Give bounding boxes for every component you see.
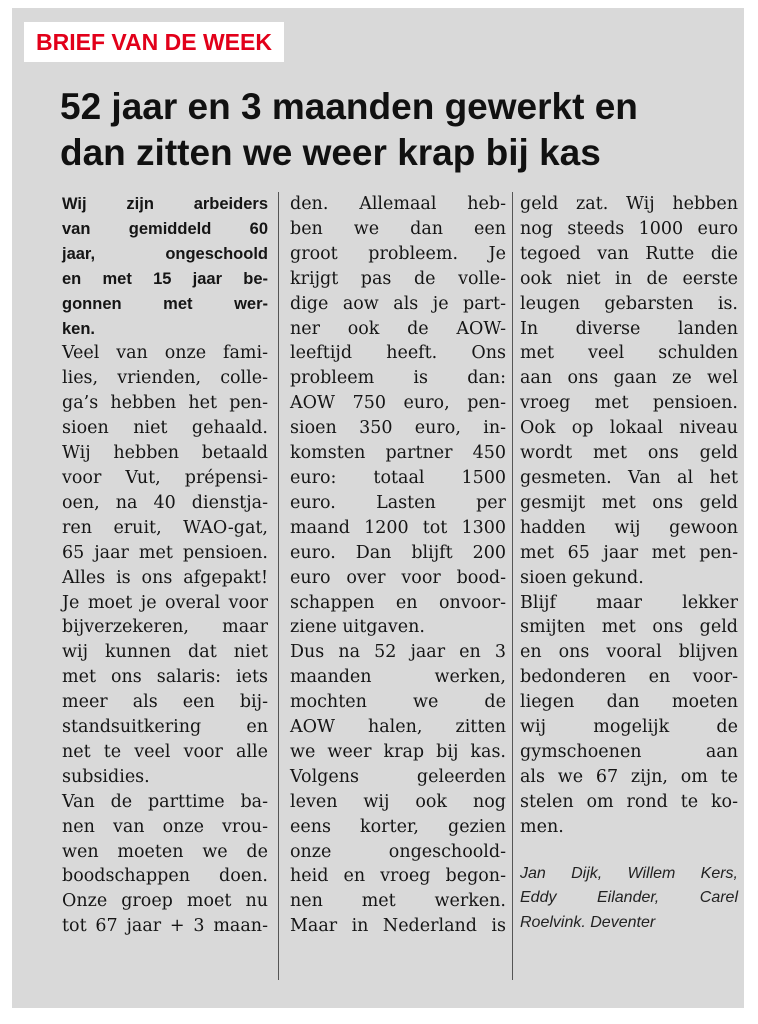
text-line: lies, vrienden, colle- — [62, 368, 268, 389]
text-line: men. — [520, 816, 564, 837]
text-line: wij kunnen dat niet — [62, 642, 268, 663]
text-line: ziene uitgaven. — [290, 617, 425, 638]
text-line: krijgt pas de volle- — [290, 268, 506, 289]
text-line: gonnen met wer- — [62, 294, 268, 313]
article-column-1 — [62, 192, 268, 990]
text-line: schappen en onvoor- — [290, 592, 506, 613]
text-line: maanden werken, — [290, 667, 506, 688]
text-line: euro: totaal 1500 — [290, 467, 506, 488]
text-line: hadden wij gewoon — [520, 517, 738, 538]
text-line: Wij hebben betaald — [62, 443, 268, 464]
text-line: net te veel voor alle — [62, 741, 268, 762]
text-line: leugen gebarsten is. — [520, 293, 738, 314]
text-line: Veel van onze fami- — [62, 343, 268, 364]
text-line: 65 jaar met pensioen. — [62, 542, 268, 563]
text-line: oen, na 40 dienstja- — [62, 492, 268, 513]
text-line: standsuitkering en — [62, 717, 268, 738]
signature-line: Jan Dijk, Willem Kers, — [520, 864, 738, 882]
signature-line: Eddy Eilander, Carel — [520, 889, 738, 907]
text-line: leeftijd heeft. Ons — [290, 343, 506, 364]
text-line: stelen om rond te ko- — [520, 791, 738, 812]
text-line: boodschappen doen. — [62, 866, 268, 887]
text-line: groot probleem. Je — [290, 243, 506, 264]
text-line: meer als een bij- — [62, 692, 268, 713]
text-line: bedonderen en voor- — [520, 667, 738, 688]
text-line: ner ook de AOW- — [290, 318, 506, 339]
text-line: Onze groep moet nu — [62, 891, 268, 912]
text-line: van gemiddeld 60 — [62, 219, 268, 238]
text-line: den. Allemaal heb- — [290, 194, 506, 214]
text-line: subsidies. — [62, 766, 150, 787]
text-line: Dus na 52 jaar en 3 — [290, 642, 506, 663]
article-column-3 — [520, 192, 738, 990]
text-line: als we 67 zijn, om te — [520, 766, 738, 787]
text-line: sioen gekund. — [520, 567, 644, 588]
text-line: met 65 jaar met pen- — [520, 542, 738, 563]
text-line: gesmijt met ons geld — [520, 492, 738, 513]
text-line: sioen niet gehaald. — [62, 418, 268, 439]
text-line: jaar, ongeschoold — [62, 244, 268, 263]
text-line: nen met werken. — [290, 891, 506, 912]
text-line: AOW halen, zitten — [290, 717, 506, 738]
text-line: euro over voor bood- — [290, 567, 506, 588]
article-column-2 — [290, 192, 506, 990]
text-line: gesmeten. Van al het — [520, 467, 738, 488]
text-line: wij mogelijk de — [520, 717, 738, 738]
text-line: eens korter, gezien — [290, 816, 506, 837]
text-line: ook niet in de eerste — [520, 268, 738, 289]
column-divider — [278, 192, 279, 980]
text-line: AOW 750 euro, pen- — [290, 393, 506, 414]
text-line: Wij zijn arbeiders — [62, 195, 268, 213]
text-line: ken. — [62, 319, 96, 338]
text-line: nog steeds 1000 euro — [520, 218, 738, 239]
text-line: Maar in Nederland is — [290, 916, 506, 937]
text-line: maand 1200 tot 1300 — [290, 517, 506, 538]
text-line: voor Vut, prépensi- — [62, 467, 268, 488]
text-line: leven wij ook nog — [290, 791, 506, 812]
text-line: heid en vroeg begon- — [290, 866, 506, 887]
text-line: wordt met ons geld — [520, 443, 738, 464]
text-line: we weer krap bij kas. — [290, 741, 506, 762]
letter-card — [12, 8, 744, 1008]
headline-line-1: 52 jaar en 3 maanden gewerkt en — [60, 86, 638, 127]
text-line: aan ons gaan ze wel — [520, 368, 738, 389]
text-line: bijverzekeren, maar — [62, 617, 268, 638]
text-line: sioen 350 euro, in- — [290, 418, 506, 439]
text-line: ren eruit, WAO-gat, — [62, 517, 268, 538]
text-line — [520, 840, 738, 862]
signature-line: Roelvink. Deventer — [520, 914, 656, 932]
text-line: wen moeten we de — [62, 841, 268, 862]
text-line: tot 67 jaar + 3 maan- — [62, 916, 268, 937]
text-line: liegen dan moeten — [520, 692, 738, 713]
text-line: met veel schulden — [520, 343, 738, 364]
text-line: probleem is dan: — [290, 368, 506, 389]
text-line: In diverse landen — [520, 318, 738, 339]
text-line: vroeg met pensioen. — [520, 393, 738, 414]
section-kicker: BRIEF VAN DE WEEK — [24, 22, 284, 62]
text-line: ga’s hebben het pen- — [62, 393, 268, 414]
text-line: Je moet je overal voor — [62, 592, 268, 613]
text-line: dige aow als je part- — [290, 293, 506, 314]
text-line: tegoed van Rutte die — [520, 243, 738, 264]
text-line: ben we dan een — [290, 218, 506, 239]
text-line: Ook op lokaal niveau — [520, 418, 738, 439]
text-line: mochten we de — [290, 692, 506, 713]
text-line: onze ongeschoold- — [290, 841, 506, 862]
headline — [60, 84, 740, 176]
text-line: euro. Dan blijft 200 — [290, 542, 506, 563]
column-divider — [512, 192, 513, 980]
text-line: nen van onze vrou- — [62, 816, 268, 837]
text-line: Alles is ons afgepakt! — [62, 567, 268, 588]
text-line: Blijf maar lekker — [520, 592, 738, 613]
text-line: komsten partner 450 — [290, 443, 506, 464]
text-line: en met 15 jaar be- — [62, 269, 268, 288]
text-line: euro. Lasten per — [290, 492, 506, 513]
headline-line-2: dan zitten we weer krap bij kas — [60, 132, 601, 173]
text-line: en ons vooral blijven — [520, 642, 738, 663]
text-line: gymschoenen aan — [520, 741, 738, 762]
text-line: smijten met ons geld — [520, 617, 738, 638]
text-line: Van de parttime ba- — [62, 791, 268, 812]
text-line: met ons salaris: iets — [62, 667, 268, 688]
text-line: geld zat. Wij hebben — [520, 194, 738, 214]
text-line: Volgens geleerden — [290, 766, 506, 787]
